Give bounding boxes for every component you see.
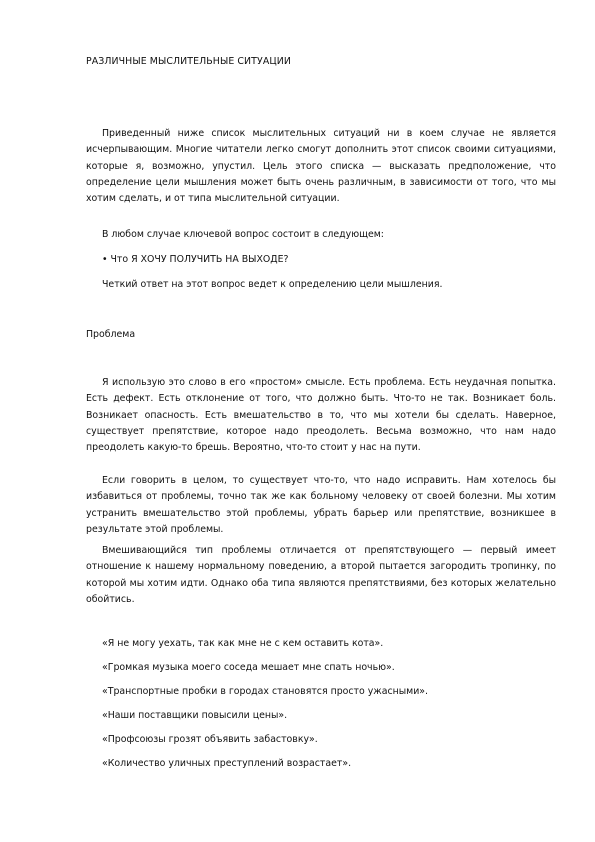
example-item: «Я не могу уехать, так как мне не с кем оставить кота». [102, 638, 384, 649]
example-item: «Наши поставщики повысили цены». [102, 710, 288, 721]
problem-paragraph: Вмешивающийся тип проблемы отличается от препятствующего — первый имеет отношение к нашему нормальному поведению, а второй пытается загородить тропинку, по которой мы хотим идти. Однако оба типа являются препятствиями, без которых желательно обойтись. [86, 545, 556, 605]
page-title: РАЗЛИЧНЫЕ МЫСЛИТЕЛЬНЫЕ СИТУАЦИИ [86, 56, 291, 67]
problem-paragraph-2-block [86, 473, 556, 538]
example-item: «Профсоюзы грозят объявить забастовку». [102, 734, 318, 745]
example-item: «Транспортные пробки в городах становятся просто ужасными». [102, 686, 429, 697]
intro-paragraph-block [86, 126, 556, 207]
key-question-bullet: • Что Я ХОЧУ ПОЛУЧИТЬ НА ВЫХОДЕ? [102, 254, 289, 265]
problem-paragraph: Я использую это слово в его «простом» смысле. Есть проблема. Есть неудачная попытка. Есть дефект. Есть отклонение от того, что должно быть. Что-то не так. Возникает боль. Возникает опасность. Есть вмешательство в то, что мы хотели бы сделать. Наверное, существует препятствие, которое надо преодолеть. Весьма возможно, что нам надо преодолеть какую-то брешь. Вероятно, что-то стоит у нас на пути. [86, 377, 556, 454]
intro-paragraph: Приведенный ниже список мыслительных ситуаций ни в коем случае не является исчерпывающим. Многие читатели легко смогут дополнить этот список своими ситуациями, которые я, возможно, упустил. Цель этого списка — высказать предположение, что определение цели мышления может быть очень различным, в зависимости от того, что мы хотим сделать, и от типа мыслительной ситуации. [86, 128, 556, 205]
key-question-lead: В любом случае ключевой вопрос состоит в следующем: [102, 229, 384, 240]
problem-paragraph-3-block [86, 543, 556, 608]
problem-paragraph-1-block [86, 375, 556, 456]
section-heading-problem: Проблема [86, 329, 136, 340]
example-item: «Количество уличных преступлений возрастает». [102, 758, 352, 769]
problem-paragraph: Если говорить в целом, то существует что-то, что надо исправить. Нам хотелось бы избавиться от проблемы, точно так же как больному человеку от своей болезни. Мы хотим устранить вмешательство этой проблемы, убрать барьер или препятствие, возникшее в результате этой проблемы. [86, 475, 556, 535]
example-item: «Громкая музыка моего соседа мешает мне спать ночью». [102, 662, 395, 673]
intro-conclusion: Четкий ответ на этот вопрос ведет к определению цели мышления. [102, 279, 443, 290]
